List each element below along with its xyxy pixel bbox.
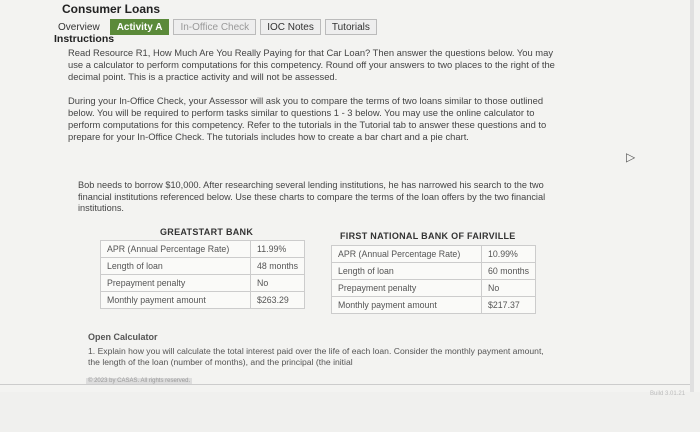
table-row <box>101 275 305 292</box>
instructions-paragraph-1: Read Resource R1, How Much Are You Really Paying for that Car Loan? Then answer the questions below. You may use a calculator to perform computations for this competency. Round off your answers to two places to the right of the decimal point. This is a practice activity and will not be assessed. <box>68 47 555 82</box>
bottom-area <box>0 392 700 432</box>
bank1-table <box>100 240 305 309</box>
table-cell-label: Monthly payment amount <box>332 297 482 314</box>
tab-ioc-notes[interactable]: IOC Notes <box>260 19 321 35</box>
instructions-paragraph-2: During your In-Office Check, your Assessor will ask you to compare the terms of two loans similar to those outlined below. You will be required to perform tasks similar to questions 1 - 3 below. You may use the online calculator to perform computations for this competency. Refer to the tutorials in the Tutorial tab to answer these questions and to prepare for your In-Office Check. The tutorials includes how to create a bar chart and a pie chart. <box>68 95 547 142</box>
question-text: Explain how you will calculate the total interest paid over the life of each loan. Consider the monthly payment amount, the length of the loan (number of months), and the principal (the initial <box>88 346 544 367</box>
table-cell-value: 11.99% <box>251 241 305 258</box>
table-cell-label: Prepayment penalty <box>332 280 482 297</box>
table-row <box>332 297 536 314</box>
table-cell-label: Prepayment penalty <box>101 275 251 292</box>
table-cell-label: Length of loan <box>101 258 251 275</box>
bank2-title: FIRST NATIONAL BANK OF FAIRVILLE <box>340 231 516 241</box>
copyright-notice: © 2023 by CASAS. All rights reserved. <box>88 378 191 384</box>
table-row <box>332 246 536 263</box>
table-row <box>101 258 305 275</box>
table-row <box>101 241 305 258</box>
tab-tutorials[interactable]: Tutorials <box>325 19 377 35</box>
table-row <box>101 292 305 309</box>
instructions-heading: Instructions <box>54 33 115 45</box>
app-title: Consumer Loans <box>62 2 161 16</box>
scenario-paragraph: Bob needs to borrow $10,000. After researching several lending institutions, he has narrowed his search to the two financial institutions referenced below. Use these charts to compare the terms of the loan offers by the two financial institutions. <box>78 180 546 213</box>
table-cell-value: 10.99% <box>482 246 536 263</box>
vertical-scrollbar[interactable] <box>690 0 694 392</box>
tab-overview[interactable]: Overview <box>54 19 106 35</box>
build-label: Build 3.01.21 <box>650 391 686 397</box>
bank2-table <box>331 245 536 314</box>
mouse-cursor-icon: ▷ <box>626 150 636 164</box>
tab-in-office-check[interactable]: In-Office Check <box>173 19 256 35</box>
table-row <box>332 280 536 297</box>
table-cell-value: $263.29 <box>251 292 305 309</box>
open-calculator-link[interactable]: Open Calculator <box>88 332 158 342</box>
table-cell-label: Monthly payment amount <box>101 292 251 309</box>
table-cell-value: $217.37 <box>482 297 536 314</box>
tab-activity-a[interactable]: Activity A <box>110 19 170 35</box>
table-cell-value: No <box>482 280 536 297</box>
table-cell-value: 60 months <box>482 263 536 280</box>
table-cell-label: APR (Annual Percentage Rate) <box>101 241 251 258</box>
table-cell-label: Length of loan <box>332 263 482 280</box>
horizontal-scrollbar[interactable] <box>0 384 692 392</box>
question-1 <box>88 346 548 367</box>
table-cell-label: APR (Annual Percentage Rate) <box>332 246 482 263</box>
bank1-title: GREATSTART BANK <box>160 227 254 237</box>
question-number: 1. <box>88 346 96 356</box>
table-cell-value: No <box>251 275 305 292</box>
table-row <box>332 263 536 280</box>
table-cell-value: 48 months <box>251 258 305 275</box>
instructions-section <box>54 33 558 143</box>
